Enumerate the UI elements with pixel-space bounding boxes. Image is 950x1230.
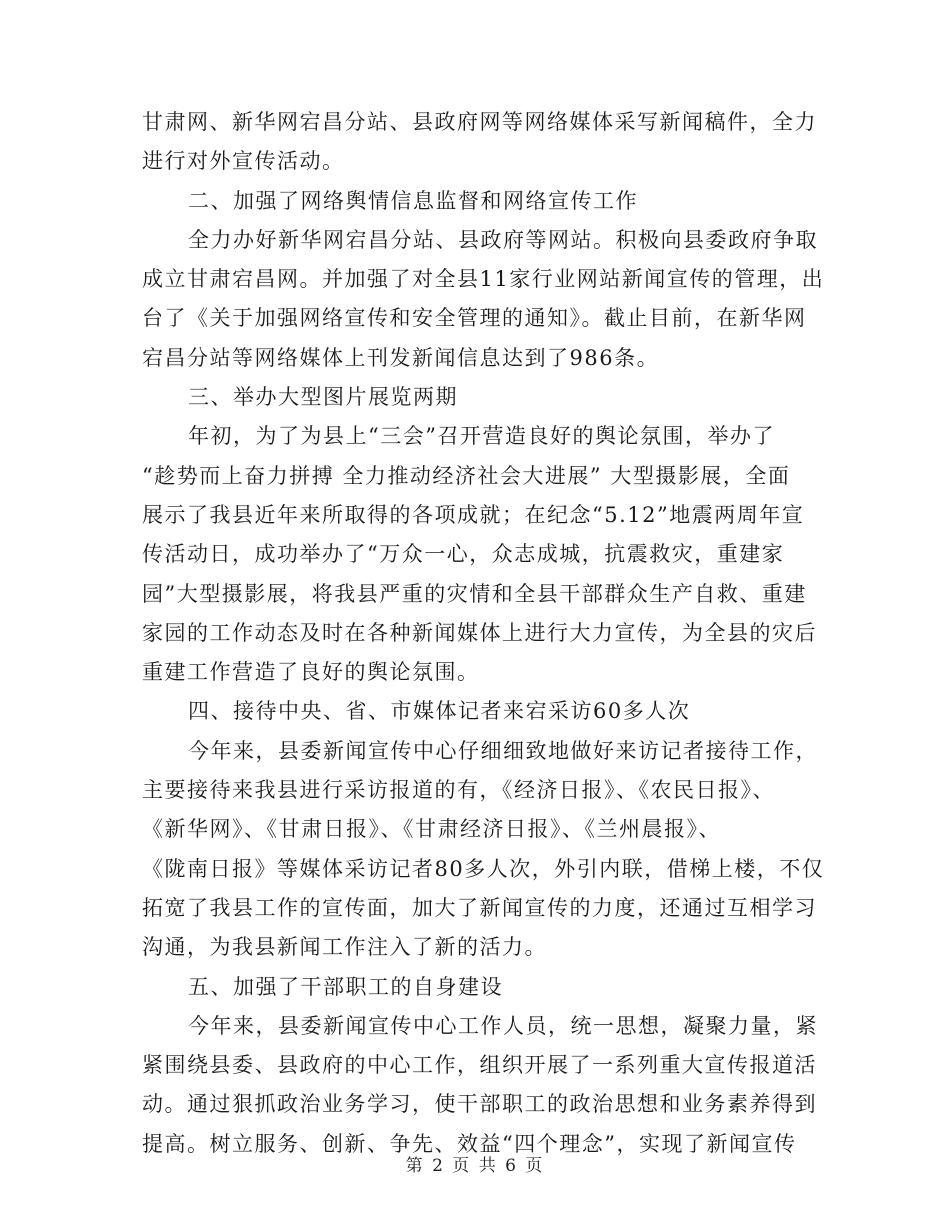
paragraph-line: 家园的工作动态及时在各种新闻媒体上进行大力宣传，为全县的灾后 (142, 620, 817, 645)
document-body (142, 103, 825, 1164)
paragraph-line: 年初，为了为县上“三会”召开营造良好的舆论氛围，举办了 (188, 424, 775, 449)
paragraph-line: 台了《关于加强网络宣传和安全管理的通知》。截止目前，在新华网 (142, 306, 807, 331)
paragraph-line: 宕昌分站等网络媒体上刊发新闻信息达到了986条。 (142, 345, 660, 370)
paragraph-line: 今年来，县委新闻宣传中心工作人员，统一思想，凝聚力量，紧 (188, 1013, 818, 1038)
section-heading: 四、接待中央、省、市媒体记者来宕采访60多人次 (188, 699, 691, 724)
paragraph-line: 沟通，为我县新闻工作注入了新的活力。 (142, 935, 547, 960)
paragraph-line: 传活动日，成功举办了“万众一心，众志成城，抗震救灾，重建家 (142, 542, 785, 567)
paragraph-line: 紧围绕县委、县政府的中心工作，组织开展了一系列重大宣传报道活 (142, 1053, 817, 1078)
paragraph-line: 动。通过狠抓政治业务学习，使干部职工的政治思想和业务素养得到 (142, 1092, 817, 1117)
paragraph-line: 今年来，县委新闻宣传中心仔细细致地做好来访记者接待工作， (188, 738, 818, 763)
paragraph-line: “趁势而上奋力拼搏 全力推动经济社会大进展” 大型摄影展，全面 (142, 463, 791, 488)
section-heading: 五、加强了干部职工的自身建设 (188, 974, 503, 999)
paragraph-line: 全力办好新华网宕昌分站、县政府等网站。积极向县委政府争取 (188, 227, 818, 252)
page-footer: 第 2 页 共 6 页 (405, 1156, 545, 1176)
paragraph-line: 进行对外宣传活动。 (142, 149, 345, 174)
paragraph-line: 甘肃网、新华网宕昌分站、县政府网等网络媒体采写新闻稿件，全力 (142, 110, 817, 134)
paragraph-line: 提高。树立服务、创新、争先、效益“四个理念”，实现了新闻宣传 (142, 1131, 797, 1156)
paragraph-line: 《新华网》、《甘肃日报》、《甘肃经济日报》、《兰州晨报》、 (142, 817, 721, 842)
paragraph-line: 园”大型摄影展，将我县严重的灾情和全县干部群众生产自救、重建 (142, 581, 807, 606)
paragraph-line: 成立甘肃宕昌网。并加强了对全县11家行业网站新闻宣传的管理，出 (142, 267, 825, 292)
section-heading: 三、举办大型图片展览两期 (188, 385, 458, 410)
paragraph-line: 展示了我县近年来所取得的各项成就；在纪念“5.12”地震两周年宣 (142, 502, 805, 527)
paragraph-line: 主要接待来我县进行采访报道的有，《经济日报》、《农民日报》、 (142, 778, 775, 803)
paragraph-line: 拓宽了我县工作的宣传面，加大了新闻宣传的力度，还通过互相学习 (142, 895, 817, 920)
section-heading: 二、加强了网络舆情信息监督和网络宣传工作 (188, 188, 638, 213)
paragraph-line: 重建工作营造了良好的舆论氛围。 (142, 660, 480, 685)
paragraph-line: 《陇南日报》等媒体采访记者80多人次，外引内联，借梯上楼，不仅 (142, 856, 825, 881)
